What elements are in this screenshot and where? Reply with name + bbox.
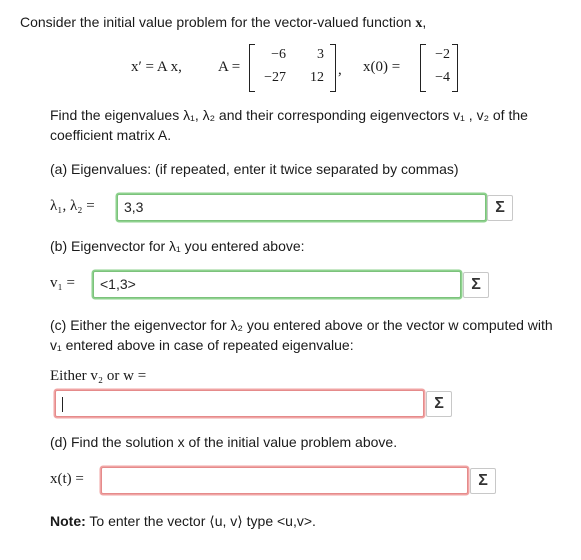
matrix-cell: −27	[264, 70, 286, 85]
eigenvector-1-input[interactable]: <1,3>	[93, 271, 461, 298]
intro-variable: x	[415, 16, 423, 31]
separator-comma: ,	[338, 62, 342, 78]
eigenvalues-label: λ₁, λ₂ =	[50, 198, 95, 214]
sigma-icon[interactable]: Σ	[463, 272, 489, 298]
eigenvector-2-label: Either v₂ or w =	[50, 368, 147, 384]
part-c-heading-line1: (c) Either the eigenvector for λ₂ you entered above or the vector w computed with	[50, 317, 553, 333]
intro-sentence: Consider the initial value problem for the vector-valued function	[20, 14, 412, 30]
eigenvector-1-label: v₁ =	[50, 275, 75, 291]
matrix-cell: 12	[310, 70, 324, 85]
left-bracket	[249, 44, 255, 92]
note-text	[50, 511, 316, 531]
note-label: Note:	[50, 513, 86, 529]
text-cursor	[62, 397, 63, 412]
eigenvalues-input[interactable]: 3,3	[117, 194, 486, 221]
sigma-icon[interactable]: Σ	[487, 195, 513, 221]
part-a-heading: (a) Eigenvalues: (if repeated, enter it twice separated by commas)	[50, 161, 459, 177]
part-d-heading: (d) Find the solution x of the initial value problem above.	[50, 434, 398, 450]
sigma-icon[interactable]: Σ	[426, 391, 452, 417]
eigenvector-2-input[interactable]	[55, 390, 424, 417]
part-c-heading-line2: v₁ entered above in case of repeated eigenvalue:	[50, 337, 354, 353]
note-body: To enter the vector ⟨u, v⟩ type <u,v>.	[89, 513, 316, 529]
solution-label: x(t) =	[50, 471, 84, 487]
initial-condition-label: x(0) =	[363, 59, 401, 75]
vector-cell: −2	[435, 47, 450, 62]
matrix-label: A =	[218, 59, 241, 75]
ode-equation: x′ = A x,	[131, 59, 182, 75]
part-b-heading: (b) Eigenvector for λ₁ you entered above:	[50, 238, 305, 254]
sigma-icon[interactable]: Σ	[470, 468, 496, 494]
matrix-cell: −6	[271, 47, 286, 62]
right-bracket	[330, 44, 336, 92]
instructions-text: Find the eigenvalues λ₁, λ₂ and their corresponding eigenvectors v₁ , v₂ of the coefficient matrix A.	[50, 107, 528, 143]
vector-cell: −4	[435, 70, 450, 85]
intro-text: Consider the initial value problem for the vector-valued function x,	[20, 14, 427, 31]
right-bracket	[452, 44, 458, 92]
solution-input[interactable]	[101, 467, 468, 494]
matrix-cell: 3	[317, 47, 324, 62]
